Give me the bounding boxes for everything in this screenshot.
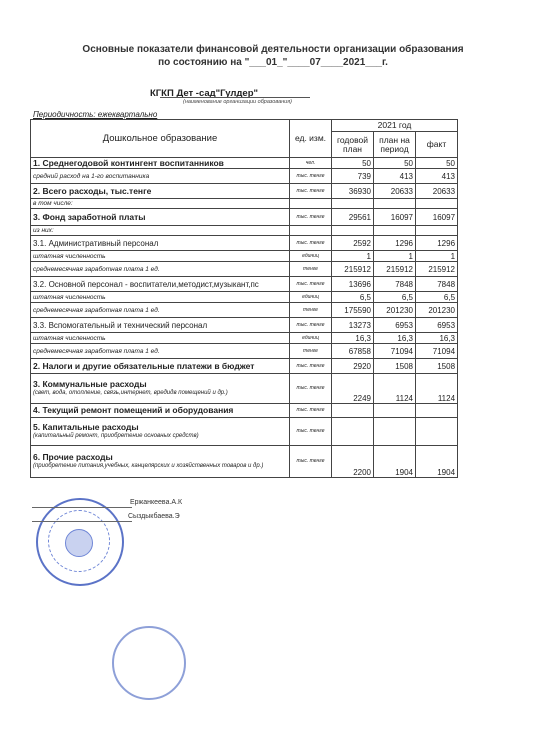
row-label-cell — [31, 418, 290, 446]
value-plan: 13696 — [332, 277, 374, 292]
table-row — [31, 169, 458, 184]
value-plan — [332, 199, 374, 209]
value-fact: 16097 — [416, 209, 458, 226]
row-unit: чел. — [290, 158, 332, 169]
row-label-cell — [31, 209, 290, 226]
row-unit: тыс. тенге — [290, 184, 332, 199]
row-unit: тыс. тенге — [290, 277, 332, 292]
row-label: среднемесячная заработная плата 1 ед. — [33, 265, 160, 273]
value-period: 1 — [374, 251, 416, 262]
row-label: 2. Налоги и другие обязательные платежи в бюджет — [33, 360, 255, 371]
value-fact: 1124 — [416, 374, 458, 404]
table-row — [31, 318, 458, 333]
value-period: 6953 — [374, 318, 416, 333]
row-label: 5. Капитальные расходы — [33, 421, 139, 432]
value-fact: 1 — [416, 251, 458, 262]
row-label: штатная численность — [33, 293, 106, 301]
value-period: 1508 — [374, 359, 416, 374]
report-title: Основные показатели финансовой деятельности организации образования — [82, 44, 464, 55]
table-row — [31, 199, 458, 209]
row-label-cell — [31, 374, 290, 404]
value-period: 20633 — [374, 184, 416, 199]
table-body — [31, 158, 458, 478]
header-fact: факт — [416, 132, 458, 158]
row-label-cell — [31, 359, 290, 374]
row-unit — [290, 226, 332, 236]
row-unit: единиц — [290, 292, 332, 303]
organization-name: КГКП Дет -сад"Гулдер" — [150, 88, 259, 99]
value-fact: 6,5 — [416, 292, 458, 303]
row-label: 6. Прочие расходы — [33, 451, 113, 462]
row-label-cell — [31, 318, 290, 333]
row-label: средний расход на 1-го воспитанника — [33, 172, 150, 180]
value-plan: 2249 — [332, 374, 374, 404]
header-unit: ед. изм. — [290, 120, 332, 158]
table-row — [31, 251, 458, 262]
row-unit: тыс. тенге — [290, 404, 332, 418]
value-period: 16097 — [374, 209, 416, 226]
value-plan — [332, 404, 374, 418]
value-plan: 2592 — [332, 236, 374, 251]
table-row — [31, 359, 458, 374]
row-label: 3.2. Основной персонал - воспитатели,методист,музыкант,пс — [33, 279, 259, 289]
row-unit: единиц — [290, 251, 332, 262]
row-label-cell — [31, 169, 290, 184]
value-plan: 36930 — [332, 184, 374, 199]
row-label: 3.1. Административный персонал — [33, 238, 159, 248]
value-fact — [416, 404, 458, 418]
value-fact: 413 — [416, 169, 458, 184]
head-name: Ержанкеева.А.К — [130, 499, 183, 506]
row-label: 3. Фонд заработной платы — [33, 211, 146, 222]
table-row — [31, 236, 458, 251]
value-plan: 175590 — [332, 303, 374, 318]
row-unit: тыс. тенге — [290, 169, 332, 184]
row-label-cell — [31, 184, 290, 199]
value-period: 1904 — [374, 446, 416, 478]
row-label: 3. Коммунальные расходы — [33, 378, 147, 389]
row-unit: тыс. тенге — [290, 446, 332, 478]
financial-table — [30, 119, 458, 478]
row-label: в том числе: — [33, 200, 73, 207]
org-underline — [160, 97, 310, 98]
value-period: 71094 — [374, 344, 416, 359]
row-unit: тыс. тенге — [290, 318, 332, 333]
row-label-cell — [31, 199, 290, 209]
row-label-cell — [31, 446, 290, 478]
value-fact: 16,3 — [416, 333, 458, 344]
table-row — [31, 418, 458, 446]
value-plan — [332, 418, 374, 446]
row-label: 3.3. Вспомогательный и технический персонал — [33, 320, 208, 330]
row-label: 1. Среднегодовой контингент воспитанников — [33, 157, 224, 168]
value-fact — [416, 226, 458, 236]
table-row — [31, 277, 458, 292]
value-fact: 215912 — [416, 262, 458, 277]
row-label: штатная численность — [33, 252, 106, 260]
table-row — [31, 303, 458, 318]
value-fact: 1508 — [416, 359, 458, 374]
value-plan: 67858 — [332, 344, 374, 359]
row-unit: тыс. тенге — [290, 418, 332, 446]
row-label-cell — [31, 236, 290, 251]
value-plan: 16,3 — [332, 333, 374, 344]
row-sublabel: (свет, вода, отопление, связь,интернет, вредидв помещений и др.) — [33, 389, 228, 396]
value-period: 50 — [374, 158, 416, 169]
row-label: из них: — [33, 227, 54, 234]
value-plan: 29561 — [332, 209, 374, 226]
table-row — [31, 344, 458, 359]
row-label: среднемесячная заработная плата 1 ед. — [33, 306, 160, 314]
header-plan: годовой план — [332, 132, 374, 158]
header-section: Дошкольное образование — [31, 120, 290, 158]
value-period: 16,3 — [374, 333, 416, 344]
value-period: 201230 — [374, 303, 416, 318]
second-seal-stamp — [112, 626, 186, 700]
value-period: 413 — [374, 169, 416, 184]
value-plan: 50 — [332, 158, 374, 169]
accountant-signature-line — [32, 521, 132, 522]
report-date: по состоянию на "___01_"____07____2021___г. — [158, 57, 388, 68]
row-unit: тыс. тенге — [290, 236, 332, 251]
row-unit — [290, 199, 332, 209]
value-fact: 6953 — [416, 318, 458, 333]
row-label-cell — [31, 158, 290, 169]
row-unit: тыс. тенге — [290, 209, 332, 226]
row-label-cell — [31, 333, 290, 344]
row-unit: тенге — [290, 344, 332, 359]
value-fact: 201230 — [416, 303, 458, 318]
value-fact: 7848 — [416, 277, 458, 292]
value-period — [374, 199, 416, 209]
organization-caption: (наименование организации образования) — [183, 99, 292, 105]
row-label-cell — [31, 292, 290, 303]
row-label: 4. Текущий ремонт помещений и оборудования — [33, 405, 234, 415]
table-row — [31, 262, 458, 277]
value-period — [374, 226, 416, 236]
value-period: 215912 — [374, 262, 416, 277]
row-label-cell — [31, 404, 290, 418]
value-fact — [416, 418, 458, 446]
value-period: 6,5 — [374, 292, 416, 303]
value-fact: 1296 — [416, 236, 458, 251]
table-row — [31, 292, 458, 303]
value-plan: 215912 — [332, 262, 374, 277]
value-plan: 6,5 — [332, 292, 374, 303]
table-row — [31, 209, 458, 226]
value-plan: 2200 — [332, 446, 374, 478]
row-unit: тыс. тенге — [290, 359, 332, 374]
table-row — [31, 184, 458, 199]
table-row — [31, 446, 458, 478]
row-unit: тенге — [290, 303, 332, 318]
seal-emblem — [65, 529, 93, 557]
row-sublabel: (приобретение питания,учебных, канцелярских и хозяйственных товаров и др.) — [33, 462, 264, 469]
row-sublabel: (капитальный ремонт, приобретение основных средств) — [33, 432, 199, 439]
header-year: 2021 год — [332, 120, 458, 132]
value-plan: 739 — [332, 169, 374, 184]
table-row — [31, 226, 458, 236]
header-period: план на период — [374, 132, 416, 158]
value-plan: 2920 — [332, 359, 374, 374]
row-label-cell — [31, 344, 290, 359]
value-fact: 71094 — [416, 344, 458, 359]
row-unit: тыс. тенге — [290, 374, 332, 404]
table-row — [31, 333, 458, 344]
row-label-cell — [31, 277, 290, 292]
value-plan: 1 — [332, 251, 374, 262]
value-fact: 1904 — [416, 446, 458, 478]
row-label-cell — [31, 262, 290, 277]
value-period — [374, 418, 416, 446]
value-period: 1124 — [374, 374, 416, 404]
row-label: 2. Всего расходы, тыс.тенге — [33, 185, 152, 196]
value-plan — [332, 226, 374, 236]
row-label: штатная численность — [33, 334, 106, 342]
row-label-cell — [31, 251, 290, 262]
table-row — [31, 404, 458, 418]
row-unit: единиц — [290, 333, 332, 344]
value-fact — [416, 199, 458, 209]
value-fact: 50 — [416, 158, 458, 169]
row-label-cell — [31, 226, 290, 236]
row-unit: тенге — [290, 262, 332, 277]
head-signature-line — [32, 507, 132, 508]
periodicity: Периодичность: ежеквартально — [33, 110, 158, 119]
value-period: 7848 — [374, 277, 416, 292]
value-period: 1296 — [374, 236, 416, 251]
row-label-cell — [31, 303, 290, 318]
value-period — [374, 404, 416, 418]
value-fact: 20633 — [416, 184, 458, 199]
table-row — [31, 374, 458, 404]
row-label: среднемесячная заработная плата 1 ед. — [33, 347, 160, 355]
value-plan: 13273 — [332, 318, 374, 333]
table-row — [31, 158, 458, 169]
accountant-name: Сыздыкбаева.Э — [128, 513, 180, 520]
